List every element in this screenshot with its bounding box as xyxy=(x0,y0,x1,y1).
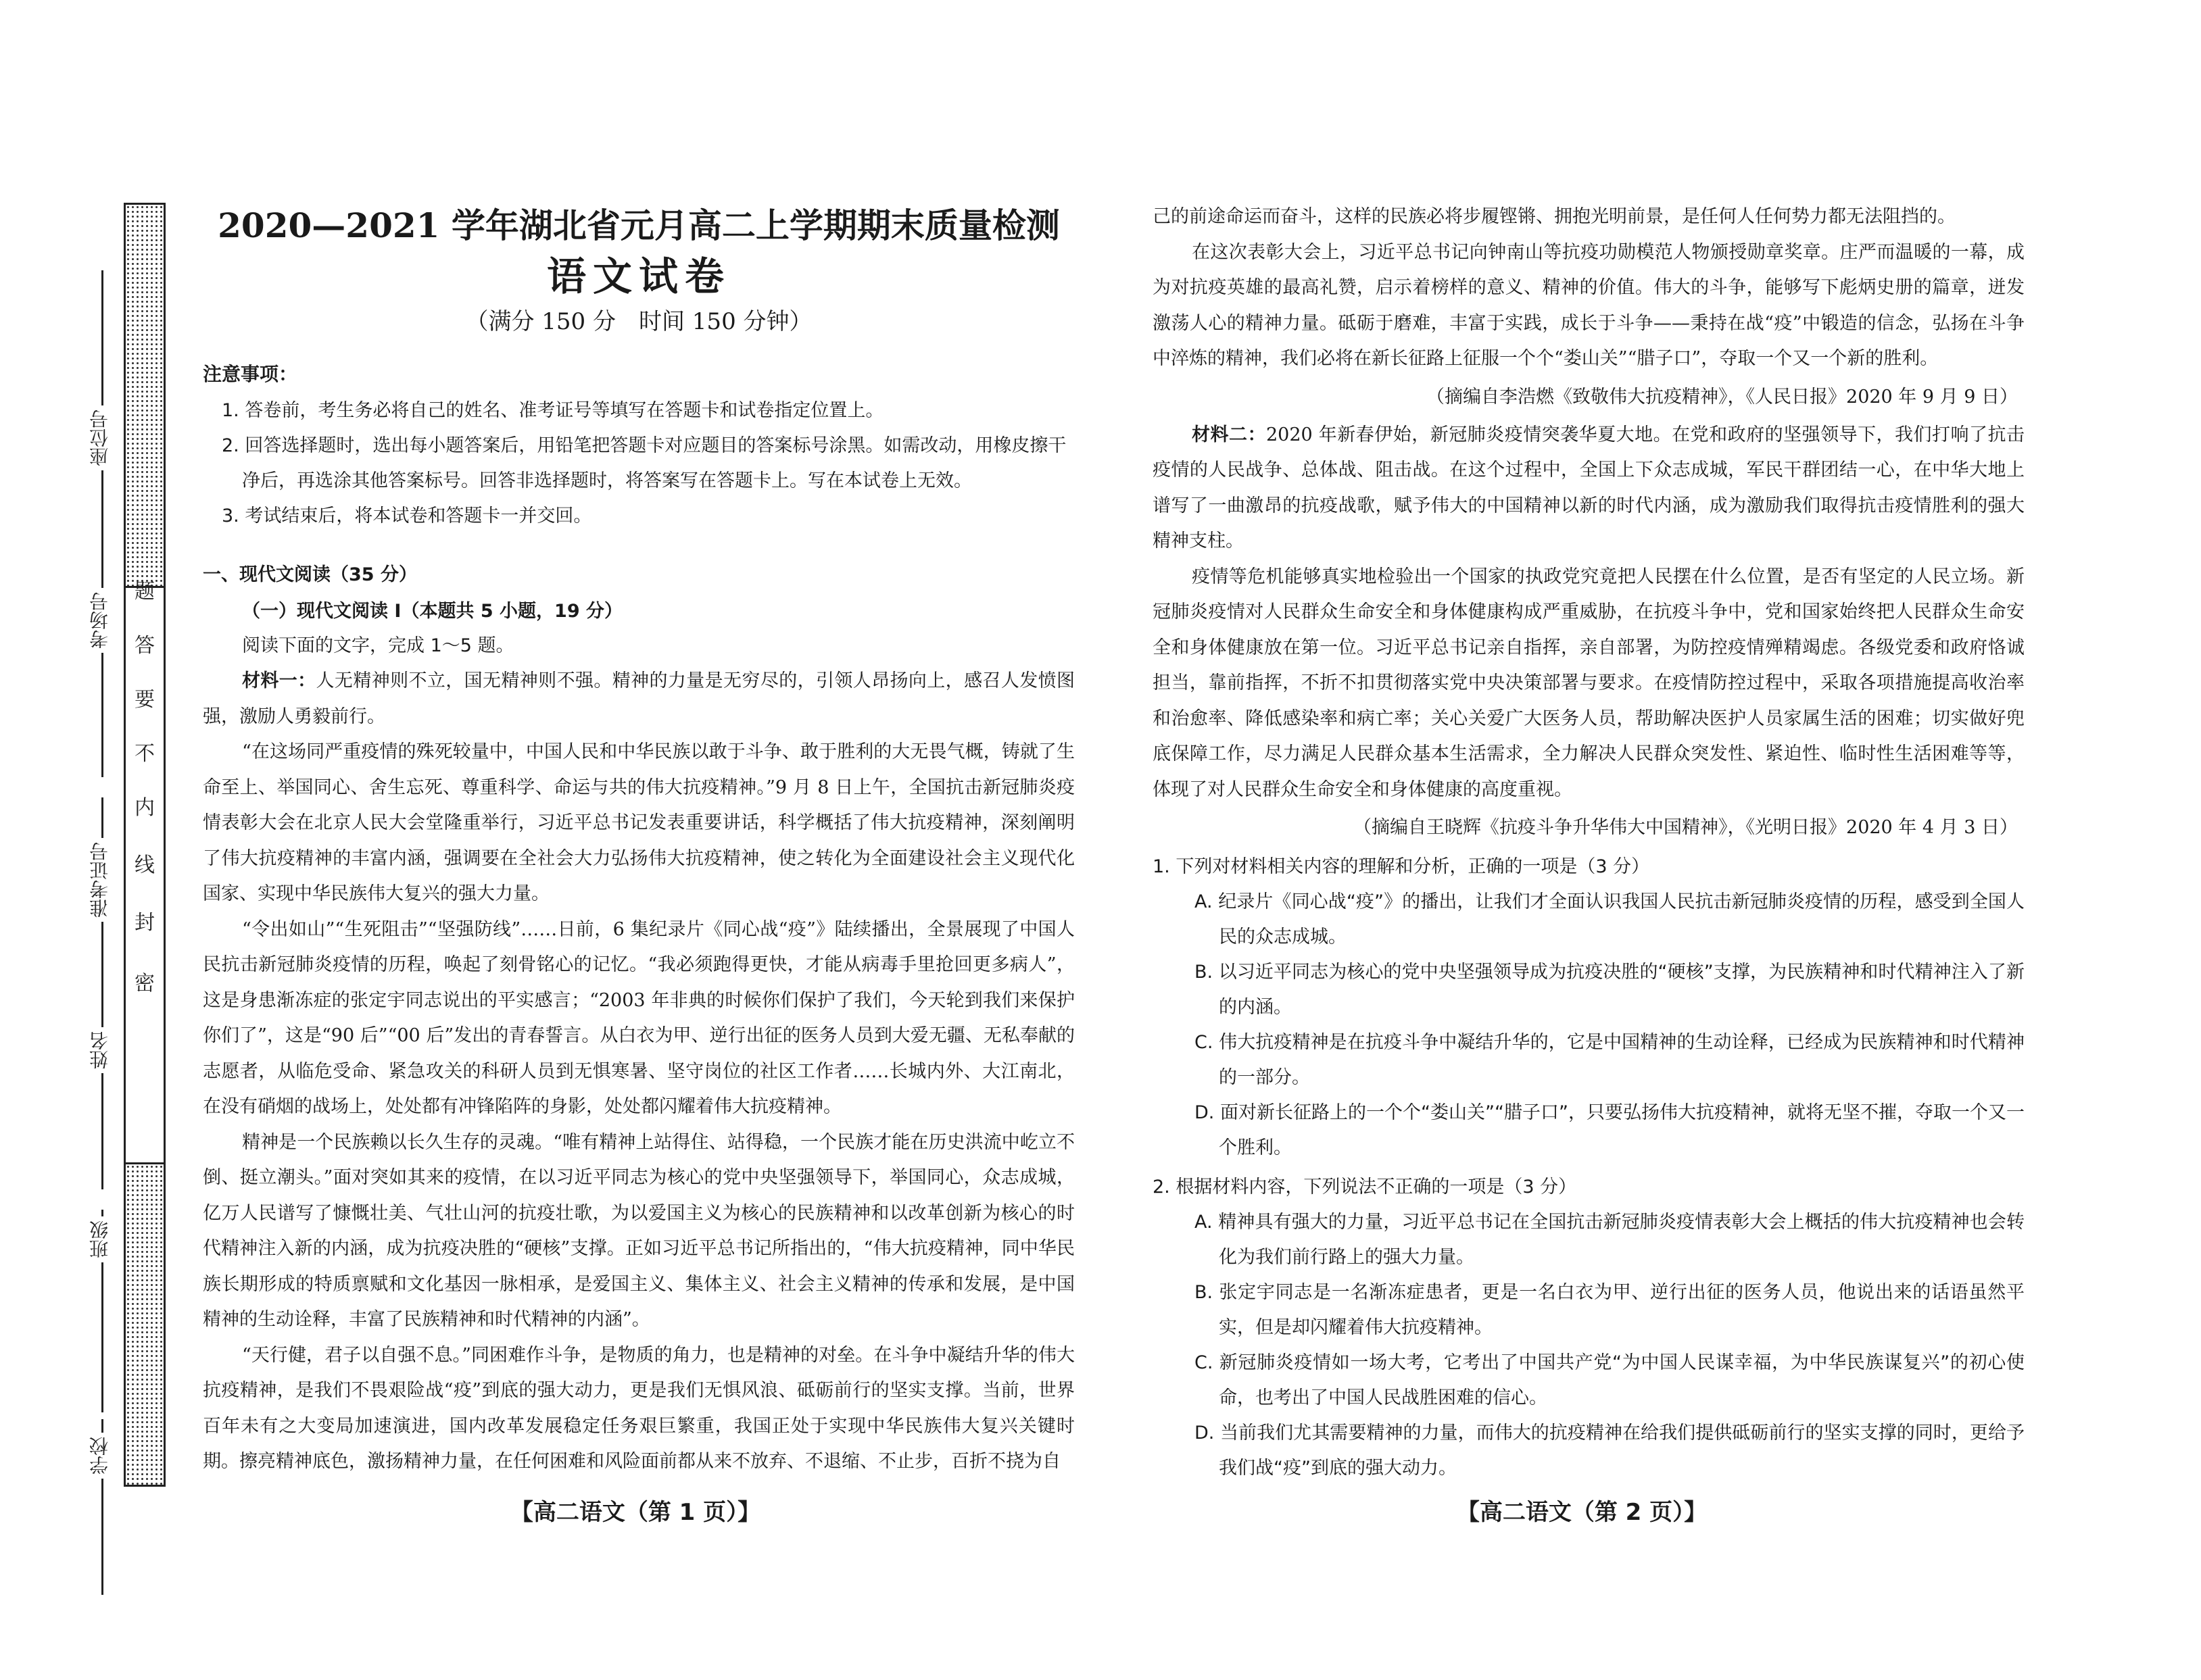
material-paragraph: 材料一：人无精神则不立，国无精神则不强。精神的力量是无穷尽的，引领人昂扬向上，感召人发愤图强，激励人勇毅前行。 xyxy=(203,670,1075,727)
question-2 xyxy=(1153,1170,2025,1486)
note-item: 1. 答卷前，考生务必将自己的姓名、准考证号等填写在答题卡和试卷指定位置上。 xyxy=(222,400,884,421)
seal-char: 封 xyxy=(135,911,155,935)
page-footer-2: 【高二语文（第 2 页）】 xyxy=(1456,1499,1708,1526)
material-paragraph: “在这场同严重疫情的殊死较量中，中国人民和中华民族以敢于斗争、敢于胜利的大无畏气概，铸就了生命至上、举国同心、舍生忘死、尊重科学、命运与共的伟大抗疫精神。”9 月 8 日上午，全国抗击新冠肺炎疫情表彰大会在北京人民大会堂隆重举行，习近平总书记发表重要讲话，科学概括了伟大抗疫精神，深刻阐明了伟大抗疫精神的丰富内涵，强调要在全社会大力弘扬伟大抗疫精神，使之转化为全面建设社会主义现代化国家、实现中华民族伟大复兴的强大力量。 xyxy=(203,741,1075,904)
material-paragraph: 疫情等危机能够真实地检验出一个国家的执政党究竟把人民摆在什么位置，是否有坚定的人民立场。新冠肺炎疫情对人民群众生命安全和身体健康构成严重威胁，在抗疫斗争中，党和国家始终把人民群众生命安全和身体健康放在第一位。习近平总书记亲自指挥，亲自部署，为防控疫情殚精竭虑。各级党委和政府恪诚担当，靠前指挥，不折不扣贯彻落实党中央决策部署与要求。在疫情防控过程中，采取各项措施提高收治率和治愈率、降低感染率和病亡率；关心关爱广大医务人员，帮助解决医护人员家属生活的困难；切实做好兜底保障工作，尽力满足人民群众基本生活需求，全力解决人民群众突发性、紧迫性、临时性生活困难等等，体现了对人民群众生命安全和身体健康的高度重视。 xyxy=(1153,566,2025,800)
seat-number-label: 座位号 xyxy=(87,405,118,470)
question-option: D. 面对新长征路上的一个个“娄山关”“腊子口”，只要弘扬伟大抗疫精神，就将无坚不摧，夺取一个又一个胜利。 xyxy=(1194,1102,2025,1158)
source-citation: （摘编自李浩燃《致敬伟大抗疫精神》，《人民日报》2020 年 9 月 9 日） xyxy=(1426,386,2018,407)
material-paragraph: “令出如山”“生死阻击”“坚强防线”……日前，6 集纪录片《同心战“疫”》陆续播出，全景展现了中国人民抗击新冠肺炎疫情的历程，唤起了刻骨铭心的记忆。“我必须跑得更快，才能从病毒手里抢回更多病人”，这是身患渐冻症的张定宇同志说出的平实感言；“2003 年非典的时候你们保护了我们，今天轮到我们来保护你们了”，这是“90 后”“00 后”发出的青春誓言。从白衣为甲、逆行出征的医务人员到大爱无疆、无私奉献的志愿者，从临危受命、紧急攻关的科研人员到无惧寒暑、坚守岗位的社区工作者……长城内外、大江南北，在没有硝烟的战场上，处处都有冲锋陷阵的身影，处处都闪耀着伟大抗疫精神。 xyxy=(203,918,1075,1117)
page-2 xyxy=(1153,199,2025,1486)
instruction: 阅读下面的文字，完成 1～5 题。 xyxy=(242,635,514,656)
seal-char: 内 xyxy=(135,796,155,820)
question-option: C. 伟大抗疫精神是在抗疫斗争中凝结升华的，它是中国精神的生动诠释，已经成为民族精神和时代精神的一部分。 xyxy=(1194,1032,2025,1088)
material-paragraph: 己的前途命运而奋斗，这样的民族必将步履铿锵、拥抱光明前景，是任何人任何势力都无法阻挡的。 xyxy=(1153,206,1956,227)
dotted-strip-bottom xyxy=(124,1162,166,1487)
material-lead: 材料一： xyxy=(242,670,316,691)
page-footer-1: 【高二语文（第 1 页）】 xyxy=(510,1499,761,1526)
note-item: 3. 考试结束后，将本试卷和答题卡一并交回。 xyxy=(222,505,592,526)
admission-number-label: 准考证号 xyxy=(87,838,118,922)
material-paragraph: 精神是一个民族赖以长久生存的灵魂。“唯有精神上站得住、站得稳，一个民族才能在历史洪流中屹立不倒、挺立潮头。”面对突如其来的疫情，在以习近平同志为核心的党中央坚强领导下，举国同心，众志成城，亿万人民谱写了慷慨壮美、气壮山河的抗疫壮歌，为以爱国主义为核心的民族精神和以改革创新为核心的时代精神注入新的内涵，成为抗疫决胜的“硬核”支撑。正如习近平总书记所指出的，“伟大抗疫精神，同中华民族长期形成的特质禀赋和文化基因一脉相承，是爱国主义、集体主义、社会主义精神的传承和发展，是中国精神的生动诠释，丰富了民族精神和时代精神的内涵”。 xyxy=(203,1131,1075,1330)
score-time: （满分 150 分 时间 150 分钟） xyxy=(465,308,813,335)
question-option: D. 当前我们尤其需要精神的力量，而伟大的抗疫精神在给我们提供砥砺前行的坚实支撑的同时，更给予我们战“疫”到底的强大动力。 xyxy=(1194,1423,2025,1479)
dotted-strip-top xyxy=(124,203,166,588)
seal-char: 要 xyxy=(135,688,155,712)
question-option: C. 新冠肺炎疫情如一场大考，它考出了中国共产党“为中国人民谋幸福，为中华民族谋复兴”的初心使命，也考出了中国人民战胜困难的信心。 xyxy=(1194,1352,2025,1408)
school-label: 学校 xyxy=(87,1433,118,1479)
exam-title: 2020—2021 学年湖北省元月高二上学期期末质量检测 xyxy=(218,205,1060,245)
question-stem: 1. 下列对材料相关内容的理解和分析，正确的一项是（3 分） xyxy=(1153,856,1650,877)
exam-room-label: 考场号 xyxy=(87,588,118,653)
source-citation: （摘编自王晓辉《抗疫斗争升华伟大中国精神》，《光明日报》2020 年 4 月 3 日） xyxy=(1353,817,2018,838)
question-option: A. 纪录片《同心战“疫”》的播出，让我们才全面认识我国人民抗击新冠肺炎疫情的历程，感受到全国人民的众志成城。 xyxy=(1194,891,2025,947)
seal-char: 线 xyxy=(135,854,155,877)
seal-char: 题 xyxy=(135,580,155,603)
question-option: B. 以习近平同志为核心的党中央坚强领导成为抗疫决胜的“硬核”支撑，为民族精神和时代精神注入了新的内涵。 xyxy=(1194,962,2025,1018)
material-paragraph: “天行健，君子以自强不息。”同困难作斗争，是物质的角力，也是精神的对垒。在斗争中凝结升华的伟大抗疫精神，是我们不畏艰险战“疫”到底的强大动力，更是我们无惧风浪、砥砺前行的坚实支撑。当前，世界百年未有之大变局加速演进，国内改革发展稳定任务艰巨繁重，我国正处于实现中华民族伟大复兴关键时期。擦亮精神底色，激扬精神力量，在任何困难和风险面前都从来不放弃、不退缩、不止步，百折不挠为自 xyxy=(203,1344,1075,1472)
seal-char: 密 xyxy=(135,972,155,995)
material-lead: 材料二： xyxy=(1192,424,1266,445)
seal-char: 答 xyxy=(135,634,155,658)
note-item: 2. 回答选择题时，选出每小题答案后，用铅笔把答题卡对应题目的答案标号涂黑。如需改动，用橡皮擦干净后，再选涂其他答案标号。回答非选择题时，将答案写在答题卡上。写在本试卷上无效。 xyxy=(222,435,1067,491)
seal-char: 不 xyxy=(135,742,155,766)
subsection-heading: （一）现代文阅读 I（本题共 5 小题，19 分） xyxy=(242,601,623,622)
question-1 xyxy=(1153,849,2025,1166)
seal-line-box xyxy=(124,580,166,1162)
class-label: 班级 xyxy=(87,1216,118,1262)
material-paragraph: 材料二：2020 年新春伊始，新冠肺炎疫情突袭华夏大地。在党和政府的坚强领导下，我们打响了抗击疫情的人民战争、总体战、阻击战。在这个过程中，全国上下众志成城，军民干群团结一心，在中华大地上谱写了一曲激昂的抗疫战歌，赋予伟大的中国精神以新的时代内涵，成为激励我们取得抗击疫情胜利的强大精神支柱。 xyxy=(1153,424,2025,551)
binding-margin xyxy=(0,203,169,1487)
section-heading: 一、现代文阅读（35 分） xyxy=(203,564,417,585)
question-option: B. 张定宇同志是一名渐冻症患者，更是一名白衣为甲、逆行出征的医务人员，他说出来的话语虽然平实，但是却闪耀着伟大抗疫精神。 xyxy=(1194,1282,2025,1338)
name-label: 姓名 xyxy=(87,1027,118,1073)
question-option: A. 精神具有强大的力量，习近平总书记在全国抗击新冠肺炎疫情表彰大会上概括的伟大抗疫精神也会转化为我们前行路上的强大力量。 xyxy=(1194,1212,2025,1268)
page-1 xyxy=(203,203,1075,1480)
question-stem: 2. 根据材料内容，下列说法不正确的一项是（3 分） xyxy=(1153,1177,1577,1197)
exam-subtitle: 语文试卷 xyxy=(546,253,731,299)
notes-heading: 注意事项： xyxy=(203,363,298,385)
notes-list xyxy=(203,393,1075,534)
material-paragraph: 在这次表彰大会上，习近平总书记向钟南山等抗疫功勋模范人物颁授勋章奖章。庄严而温暖的一幕，成为对抗疫英雄的最高礼赞，启示着榜样的意义、精神的价值。伟大的斗争，能够写下彪炳史册的篇章，迸发激荡人心的精神力量。砥砺于磨难，丰富于实践，成长于斗争——秉持在战“疫”中锻造的信念，弘扬在斗争中淬炼的精神，我们必将在新长征路上征服一个个“娄山关”“腊子口”，夺取一个又一个新的胜利。 xyxy=(1153,241,2025,369)
